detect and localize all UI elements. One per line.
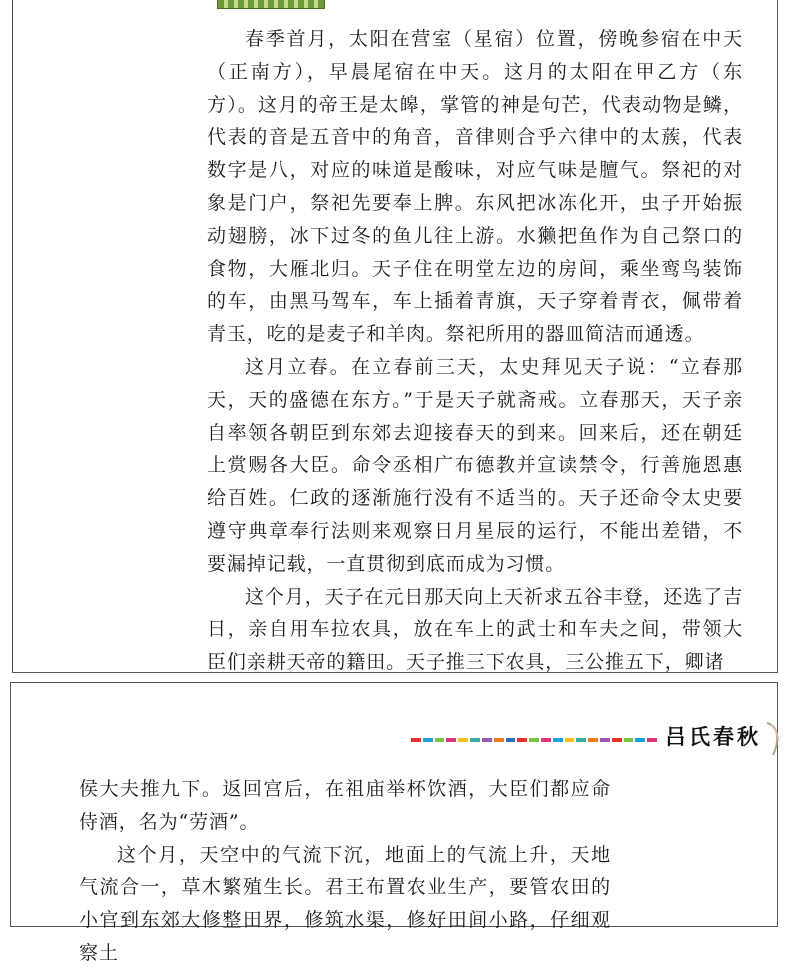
decorative-title-banner xyxy=(217,0,325,9)
paragraph: 这月立春。在立春前三天，太史拜见天子说：“立春那天，天的盛德在东方。”于是天子就斋戒。立春那天，天子亲自率领各朝臣到东郊去迎接春天的到来。回来后，还在朝廷上赏赐各大臣。命令丞相广布德教并宣读禁令，行善施恩惠给百姓。仁政的逐渐施行没有不适当的。天子还命令太史要遵守典章奉行法则来观察日月星辰的运行，不能出差错，不要漏掉记载，一直贯彻到底而成为习惯。 xyxy=(207,355,743,575)
page-bottom xyxy=(10,682,778,964)
paragraph: 这个月，天子在元日那天向上天祈求五谷丰登，还选了吉日，亲自用车拉农具，放在车上的武士和车夫之间，带领大臣们亲耕天帝的籍田。天子推三下农具，三公推五下，卿诸 xyxy=(207,585,743,674)
color-bar-segment xyxy=(576,738,586,742)
color-bar-segment xyxy=(506,738,516,742)
running-header-title: 吕氏春秋 xyxy=(665,725,761,749)
color-bar-segment xyxy=(565,738,575,742)
corner-ornament-icon xyxy=(765,721,781,757)
color-bar-segment xyxy=(446,738,456,742)
color-bar-segment xyxy=(458,738,468,742)
color-bar-segment xyxy=(529,738,539,742)
paragraph: 侯大夫推九下。返回宫后，在祖庙举杯饮酒，大臣们都应命侍酒，名为“劳酒”。 xyxy=(79,778,611,833)
color-bar-segment xyxy=(635,738,645,742)
paragraph: 春季首月，太阳在营室（星宿）位置，傍晚参宿在中天（正南方），早晨尾宿在中天。这月的太阳在甲乙方（东方）。这月的帝王是太皞，掌管的神是句芒，代表动物是鳞，代表的音是五音中的角音，音律则合乎六律中的太蔟，代表数字是八，对应的味道是酸味，对应气味是膻气。祭祀的对象是门户，祭祀先要奉上脾。东风把冰冻化开，虫子开始振动翅膀，冰下过冬的鱼儿往上游。水獭把鱼作为自己祭口的食物，大雁北归。天子住在明堂左边的房间，乘坐鸾鸟装饰的车，由黑马驾车，车上插着青旗，天子穿着青衣，佩带着青玉，吃的是麦子和羊肉。祭祀所用的器皿简洁而通透。 xyxy=(207,28,743,346)
color-bar-segment xyxy=(517,738,527,742)
color-bar-segment xyxy=(494,738,504,742)
color-bar-segment xyxy=(600,738,610,742)
body-text-bottom xyxy=(79,773,611,970)
color-bar-segment xyxy=(541,738,551,742)
header-color-bar xyxy=(411,738,657,743)
body-text-top xyxy=(207,23,743,679)
color-bar-segment xyxy=(553,738,563,742)
paragraph: 这个月，天空中的气流下沉，地面上的气流上升，天地气流合一，草木繁殖生长。君王布置农业生产，要管农田的小官到东郊大修整田界，修筑水渠，修好田间小路，仔细观察土 xyxy=(79,843,611,964)
color-bar-segment xyxy=(482,738,492,742)
color-bar-segment xyxy=(423,738,433,742)
color-bar-segment xyxy=(624,738,634,742)
color-bar-segment xyxy=(647,738,657,742)
color-bar-segment xyxy=(470,738,480,742)
color-bar-segment xyxy=(411,738,421,742)
page-top xyxy=(12,0,778,673)
color-bar-segment xyxy=(435,738,445,742)
color-bar-segment xyxy=(588,738,598,742)
color-bar-segment xyxy=(612,738,622,742)
